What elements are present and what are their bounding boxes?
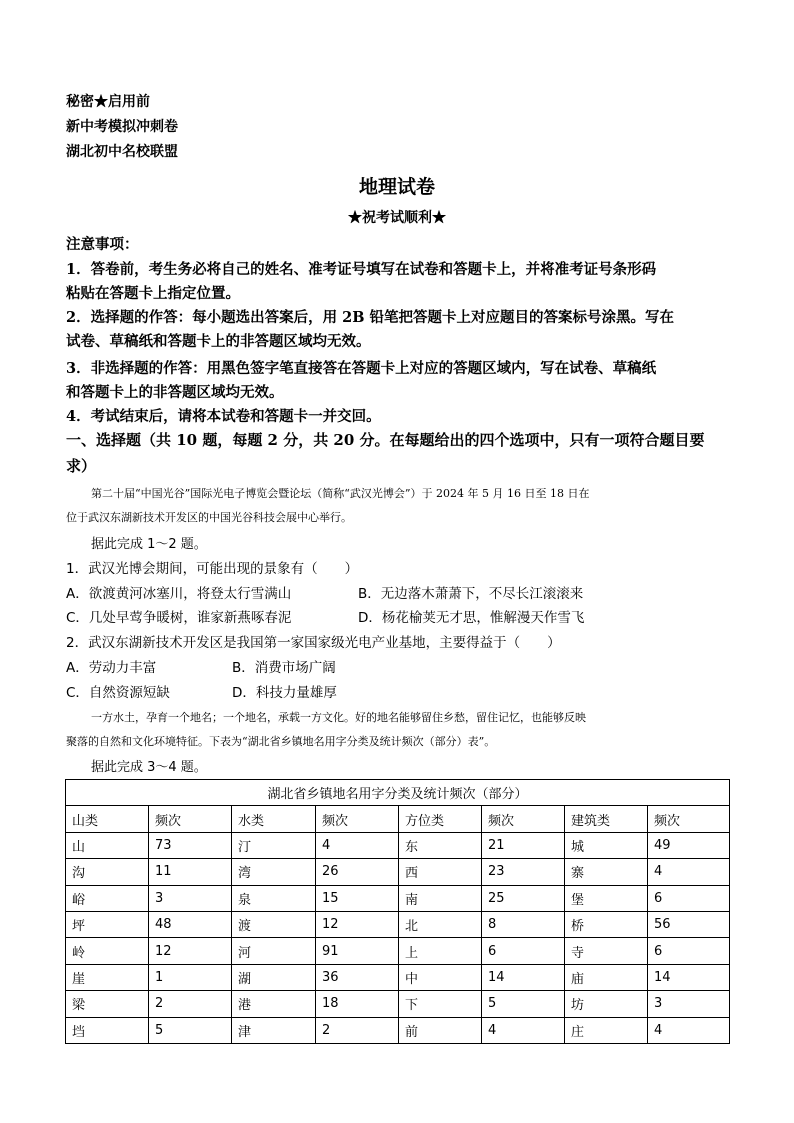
table-cell: 上	[399, 938, 482, 964]
table-cell: 西	[399, 859, 482, 885]
table-cell: 南	[399, 885, 482, 911]
table-cell: 4	[316, 832, 399, 858]
table-cell: 4	[648, 1017, 730, 1043]
table-caption-row	[66, 780, 730, 806]
table-cell: 36	[316, 964, 399, 990]
table-cell: 6	[482, 938, 565, 964]
table-cell: 5	[482, 991, 565, 1017]
question-2-stem: 2．武汉东湖新技术开发区是我国第一家国家级光电产业基地，主要得益于（ ）	[66, 635, 561, 651]
table-cell: 5	[149, 1017, 232, 1043]
table-cell: 河	[232, 938, 316, 964]
header-cell: 建筑类	[565, 806, 648, 832]
question-2-option-c: C．自然资源短缺	[66, 685, 170, 701]
table-row	[66, 832, 730, 858]
table-cell: 11	[149, 859, 232, 885]
table-cell: 北	[399, 911, 482, 937]
table-cell: 山	[66, 832, 149, 858]
header-cell: 山类	[66, 806, 149, 832]
table-cell: 18	[316, 991, 399, 1017]
passage-2-line-2: 聚落的自然和文化环境特征。下表为“湖北省乡镇地名用字分类及统计频次（部分）表”。	[66, 735, 496, 748]
table-cell: 2	[149, 991, 232, 1017]
header-cell: 频次	[648, 806, 730, 832]
table-cell: 峪	[66, 885, 149, 911]
confidential-label: 秘密★启用前	[66, 94, 150, 110]
table-cell: 汀	[232, 832, 316, 858]
table-cell: 21	[482, 832, 565, 858]
note-2-line-2: 试卷、草稿纸和答题卡上的非答题区域均无效。	[66, 333, 371, 350]
table-cell: 1	[149, 964, 232, 990]
table-row	[66, 1017, 730, 1043]
passage-1-line-1: 第二十届“中国光谷”国际光电子博览会暨论坛（简称“武汉光博会”）于 2024 年 5 月 16 日至 18 日在	[91, 487, 590, 500]
table-cell: 48	[149, 911, 232, 937]
table-cell: 14	[648, 964, 730, 990]
table-row	[66, 991, 730, 1017]
question-2-option-b: B．消费市场广阔	[232, 660, 336, 676]
page-title: 地理试卷	[358, 176, 435, 198]
table-cell: 岭	[66, 938, 149, 964]
table-cell: 14	[482, 964, 565, 990]
table-cell: 73	[149, 832, 232, 858]
passage-2-instruction: 据此完成 3～4 题。	[91, 760, 207, 775]
table-cell: 梁	[66, 991, 149, 1017]
note-3-line-1: 3．非选择题的作答：用黑色签字笔直接答在答题卡上对应的答题区域内，写在试卷、草稿纸	[66, 360, 657, 377]
table-row	[66, 859, 730, 885]
header-cell: 水类	[232, 806, 316, 832]
place-name-frequency-table	[65, 779, 730, 1044]
table-cell: 下	[399, 991, 482, 1017]
table-cell: 湾	[232, 859, 316, 885]
note-4: 4．考试结束后，请将本试卷和答题卡一并交回。	[66, 408, 381, 425]
page-subtitle: ★祝考试顺利★	[348, 210, 446, 226]
table-cell: 前	[399, 1017, 482, 1043]
table-cell: 泉	[232, 885, 316, 911]
table-cell: 寨	[565, 859, 648, 885]
table-row	[66, 938, 730, 964]
table-cell: 城	[565, 832, 648, 858]
table-cell: 津	[232, 1017, 316, 1043]
question-1-option-d: D．杨花榆荚无才思，惟解漫天作雪飞	[358, 610, 585, 626]
question-2-option-a: A．劳动力丰富	[66, 660, 157, 676]
table-cell: 6	[648, 885, 730, 911]
question-2-option-d: D．科技力量雄厚	[232, 685, 337, 701]
table-cell: 4	[482, 1017, 565, 1043]
note-2-line-1: 2．选择题的作答：每小题选出答案后，用 2B 铅笔把答题卡上对应题目的答案标号涂黑。写在	[66, 309, 675, 326]
notes-heading: 注意事项：	[66, 236, 139, 253]
table-cell: 49	[648, 832, 730, 858]
table-cell: 沟	[66, 859, 149, 885]
table-cell: 坊	[565, 991, 648, 1017]
table-cell: 桥	[565, 911, 648, 937]
table-cell: 庄	[565, 1017, 648, 1043]
school-alliance-label: 湖北初中名校联盟	[66, 144, 178, 160]
table-cell: 4	[648, 859, 730, 885]
passage-1-instruction: 据此完成 1～2 题。	[91, 537, 207, 552]
table-cell: 中	[399, 964, 482, 990]
question-1-option-b: B．无边落木萧萧下，不尽长江滚滚来	[358, 586, 584, 602]
question-1-option-c: C．几处早莺争暖树，谁家新燕啄春泥	[66, 610, 292, 626]
table-cell: 15	[316, 885, 399, 911]
table-cell: 庙	[565, 964, 648, 990]
table-caption: 湖北省乡镇地名用字分类及统计频次（部分）	[66, 780, 730, 806]
passage-1-line-2: 位于武汉东湖新技术开发区的中国光谷科技会展中心举行。	[66, 511, 352, 524]
section-1-heading-line-1: 一、选择题（共 10 题，每题 2 分，共 20 分。在每题给出的四个选项中，只有一项符合题目要	[66, 431, 705, 449]
question-1-option-a: A．欲渡黄河冰塞川，将登太行雪满山	[66, 586, 292, 602]
table-cell: 渡	[232, 911, 316, 937]
table-cell: 坪	[66, 911, 149, 937]
table-header-row	[66, 806, 730, 832]
table-cell: 26	[316, 859, 399, 885]
header-cell: 频次	[149, 806, 232, 832]
table-cell: 25	[482, 885, 565, 911]
header-cell: 频次	[482, 806, 565, 832]
table-row	[66, 964, 730, 990]
table-cell: 3	[648, 991, 730, 1017]
header-cell: 频次	[316, 806, 399, 832]
header-cell: 方位类	[399, 806, 482, 832]
table-cell: 湖	[232, 964, 316, 990]
table-cell: 6	[648, 938, 730, 964]
exam-series-label: 新中考模拟冲刺卷	[66, 119, 178, 135]
table-cell: 12	[316, 911, 399, 937]
table-cell: 崖	[66, 964, 149, 990]
table-cell: 56	[648, 911, 730, 937]
section-1-heading-line-2: 求）	[66, 457, 97, 475]
table-cell: 2	[316, 1017, 399, 1043]
table-cell: 港	[232, 991, 316, 1017]
table-cell: 3	[149, 885, 232, 911]
table-cell: 东	[399, 832, 482, 858]
table-cell: 寺	[565, 938, 648, 964]
question-1-stem: 1．武汉光博会期间，可能出现的景象有（ ）	[66, 561, 359, 577]
passage-2-line-1: 一方水土，孕育一个地名；一个地名，承载一方文化。好的地名能够留住乡愁，留住记忆，也能够反映	[91, 711, 586, 724]
table-row	[66, 885, 730, 911]
table-cell: 8	[482, 911, 565, 937]
table-cell: 23	[482, 859, 565, 885]
note-3-line-2: 和答题卡上的非答题区域均无效。	[66, 384, 284, 401]
table-cell: 12	[149, 938, 232, 964]
table-cell: 堡	[565, 885, 648, 911]
note-1-line-1: 1．答卷前，考生务必将自己的姓名、准考证号填写在试卷和答题卡上，并将准考证号条形码	[66, 261, 657, 278]
note-1-line-2: 粘贴在答题卡上指定位置。	[66, 285, 240, 302]
table-cell: 垱	[66, 1017, 149, 1043]
table-row	[66, 911, 730, 937]
table-cell: 91	[316, 938, 399, 964]
